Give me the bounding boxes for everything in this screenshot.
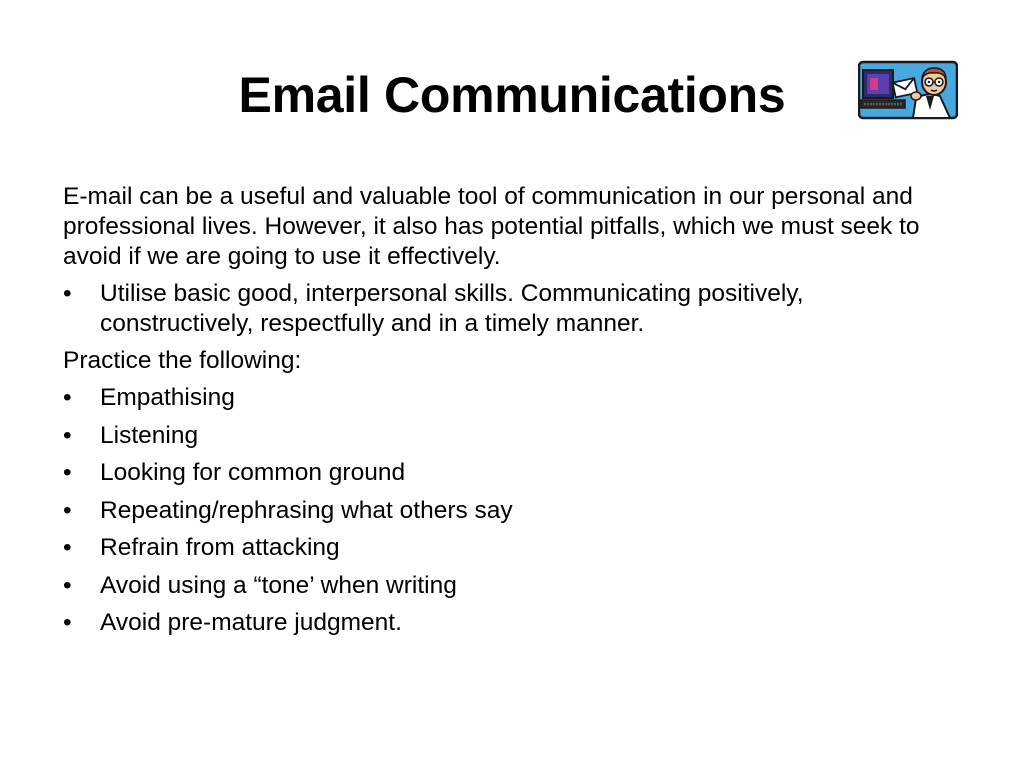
skills-bullet <box>63 279 963 339</box>
bullet-marker: • <box>63 459 72 486</box>
list-item <box>63 496 963 526</box>
list-item <box>63 383 963 413</box>
bullet-text: Empathising <box>100 384 235 411</box>
bullet-text: Repeating/rephrasing what others say <box>100 496 513 524</box>
practice-heading: Practice the following: <box>63 347 302 374</box>
practice-list <box>63 383 963 638</box>
bullet-marker: • <box>63 421 72 449</box>
bullet-text: Utilise basic good, interpersonal skills. Communicating positively, constructively, respectfully and in a timely manner. <box>100 280 804 337</box>
bullet-marker: • <box>63 534 72 561</box>
list-item <box>63 421 963 451</box>
list-item <box>63 608 963 638</box>
bullet-text: Refrain from attacking <box>100 534 340 561</box>
slide-title: Email Communications <box>238 67 786 123</box>
bullet-marker: • <box>63 496 72 524</box>
list-item <box>63 533 963 563</box>
bullet-marker: • <box>63 609 72 636</box>
email-clipart-icon <box>858 60 958 120</box>
bullet-marker: • <box>63 384 72 411</box>
list-item <box>63 571 963 601</box>
intro-paragraph: E-mail can be a useful and valuable tool of communication in our personal and professional lives. However, it also has potential pitfalls, which we must seek to avoid if we are going to use it effectively. <box>63 183 920 270</box>
bullet-marker: • <box>63 571 72 599</box>
bullet-marker: • <box>63 280 72 307</box>
bullet-text: Looking for common ground <box>100 459 406 486</box>
list-item <box>63 458 963 488</box>
slide-body <box>63 182 963 646</box>
bullet-text: Listening <box>100 421 199 449</box>
bullet-text: Avoid pre-mature judgment. <box>100 609 402 636</box>
bullet-text: Avoid using a “tone’ when writing <box>100 571 457 599</box>
